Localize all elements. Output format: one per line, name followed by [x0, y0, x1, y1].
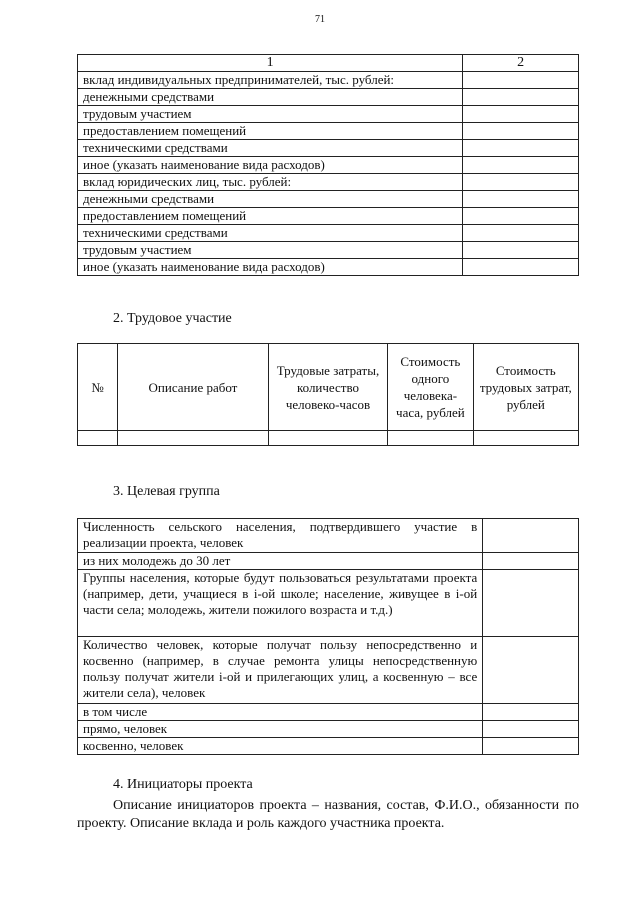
- table-header-row: [78, 344, 579, 431]
- table-row: [78, 637, 579, 704]
- value-cell[interactable]: [463, 242, 579, 259]
- contribution-table: [77, 54, 579, 276]
- page-number: 71: [315, 14, 325, 25]
- value-cell[interactable]: [463, 140, 579, 157]
- table-row: [78, 242, 579, 259]
- table-row: [78, 208, 579, 225]
- row-label: денежными средствами: [78, 191, 463, 208]
- table-row: [78, 106, 579, 123]
- empty-cell[interactable]: [78, 431, 118, 446]
- header-cost-per-hour: Стоимость одного человека-часа, рублей: [388, 344, 473, 431]
- row-label: иное (указать наименование вида расходов): [78, 157, 463, 174]
- row-label: трудовым участием: [78, 242, 463, 259]
- value-cell[interactable]: [483, 570, 579, 637]
- table-row: [78, 431, 579, 446]
- value-cell[interactable]: [463, 89, 579, 106]
- table-row: [78, 123, 579, 140]
- table-row: [78, 738, 579, 755]
- table-row: [78, 174, 579, 191]
- table-row: [78, 89, 579, 106]
- row-label: техническими средствами: [78, 225, 463, 242]
- table-header-row: [78, 55, 579, 72]
- empty-cell[interactable]: [118, 431, 269, 446]
- row-label: денежными средствами: [78, 89, 463, 106]
- section-4-title: 4. Инициаторы проекта: [113, 777, 253, 792]
- value-cell[interactable]: [463, 191, 579, 208]
- value-cell[interactable]: [463, 157, 579, 174]
- value-cell[interactable]: [463, 259, 579, 276]
- table-row: [78, 225, 579, 242]
- row-label: из них молодежь до 30 лет: [78, 553, 483, 570]
- value-cell[interactable]: [483, 721, 579, 738]
- value-cell[interactable]: [463, 225, 579, 242]
- value-cell[interactable]: [483, 519, 579, 553]
- table-row: [78, 191, 579, 208]
- column-header-2: 2: [463, 55, 579, 72]
- table-row: [78, 259, 579, 276]
- header-total-labor-cost: Стоимость трудовых затрат, рублей: [473, 344, 578, 431]
- section-4-paragraph: Описание инициаторов проекта – названия, состав, Ф.И.О., обязанности по проекту. Описание вклада и роль каждого участника проекта.: [77, 798, 579, 831]
- row-label: техническими средствами: [78, 140, 463, 157]
- row-label: Группы населения, которые будут пользоваться результатами проекта (например, дети, учащиеся в i-ой школе; население, живущее в i-ой части села; молодежь, жители пожилого возраста и т.д.): [78, 570, 483, 637]
- row-label: Численность сельского населения, подтвердившего участие в реализации проекта, человек: [78, 519, 483, 553]
- value-cell[interactable]: [463, 123, 579, 140]
- row-label: прямо, человек: [78, 721, 483, 738]
- value-cell[interactable]: [463, 72, 579, 89]
- table-row: [78, 721, 579, 738]
- column-header-1: 1: [78, 55, 463, 72]
- row-label: трудовым участием: [78, 106, 463, 123]
- empty-cell[interactable]: [268, 431, 387, 446]
- header-number: №: [78, 344, 118, 431]
- value-cell[interactable]: [483, 738, 579, 755]
- row-label: вклад юридических лиц, тыс. рублей:: [78, 174, 463, 191]
- value-cell[interactable]: [463, 106, 579, 123]
- row-label: вклад индивидуальных предпринимателей, тыс. рублей:: [78, 72, 463, 89]
- row-label: косвенно, человек: [78, 738, 483, 755]
- table-row: [78, 140, 579, 157]
- table-row: [78, 704, 579, 721]
- header-description: Описание работ: [118, 344, 269, 431]
- value-cell[interactable]: [463, 208, 579, 225]
- value-cell[interactable]: [483, 553, 579, 570]
- section-2-title: 2. Трудовое участие: [113, 311, 232, 326]
- row-label: предоставлением помещений: [78, 123, 463, 140]
- table-row: [78, 157, 579, 174]
- row-label: Количество человек, которые получат пользу непосредственно и косвенно (например, в случае ремонта улицы непосредственную пользу получат жители i-ой и прилегающих улиц, а косвенную – все жители села), человек: [78, 637, 483, 704]
- header-labor-hours: Трудовые затраты, количество человеко-часов: [268, 344, 387, 431]
- table-row: [78, 570, 579, 637]
- row-label: в том числе: [78, 704, 483, 721]
- table-row: [78, 519, 579, 553]
- table-row: [78, 72, 579, 89]
- row-label: предоставлением помещений: [78, 208, 463, 225]
- value-cell[interactable]: [483, 637, 579, 704]
- table-row: [78, 553, 579, 570]
- empty-cell[interactable]: [473, 431, 578, 446]
- value-cell[interactable]: [483, 704, 579, 721]
- target-group-table: [77, 518, 579, 755]
- labor-participation-table: [77, 343, 579, 446]
- section-3-title: 3. Целевая группа: [113, 484, 220, 499]
- value-cell[interactable]: [463, 174, 579, 191]
- row-label: иное (указать наименование вида расходов): [78, 259, 463, 276]
- empty-cell[interactable]: [388, 431, 473, 446]
